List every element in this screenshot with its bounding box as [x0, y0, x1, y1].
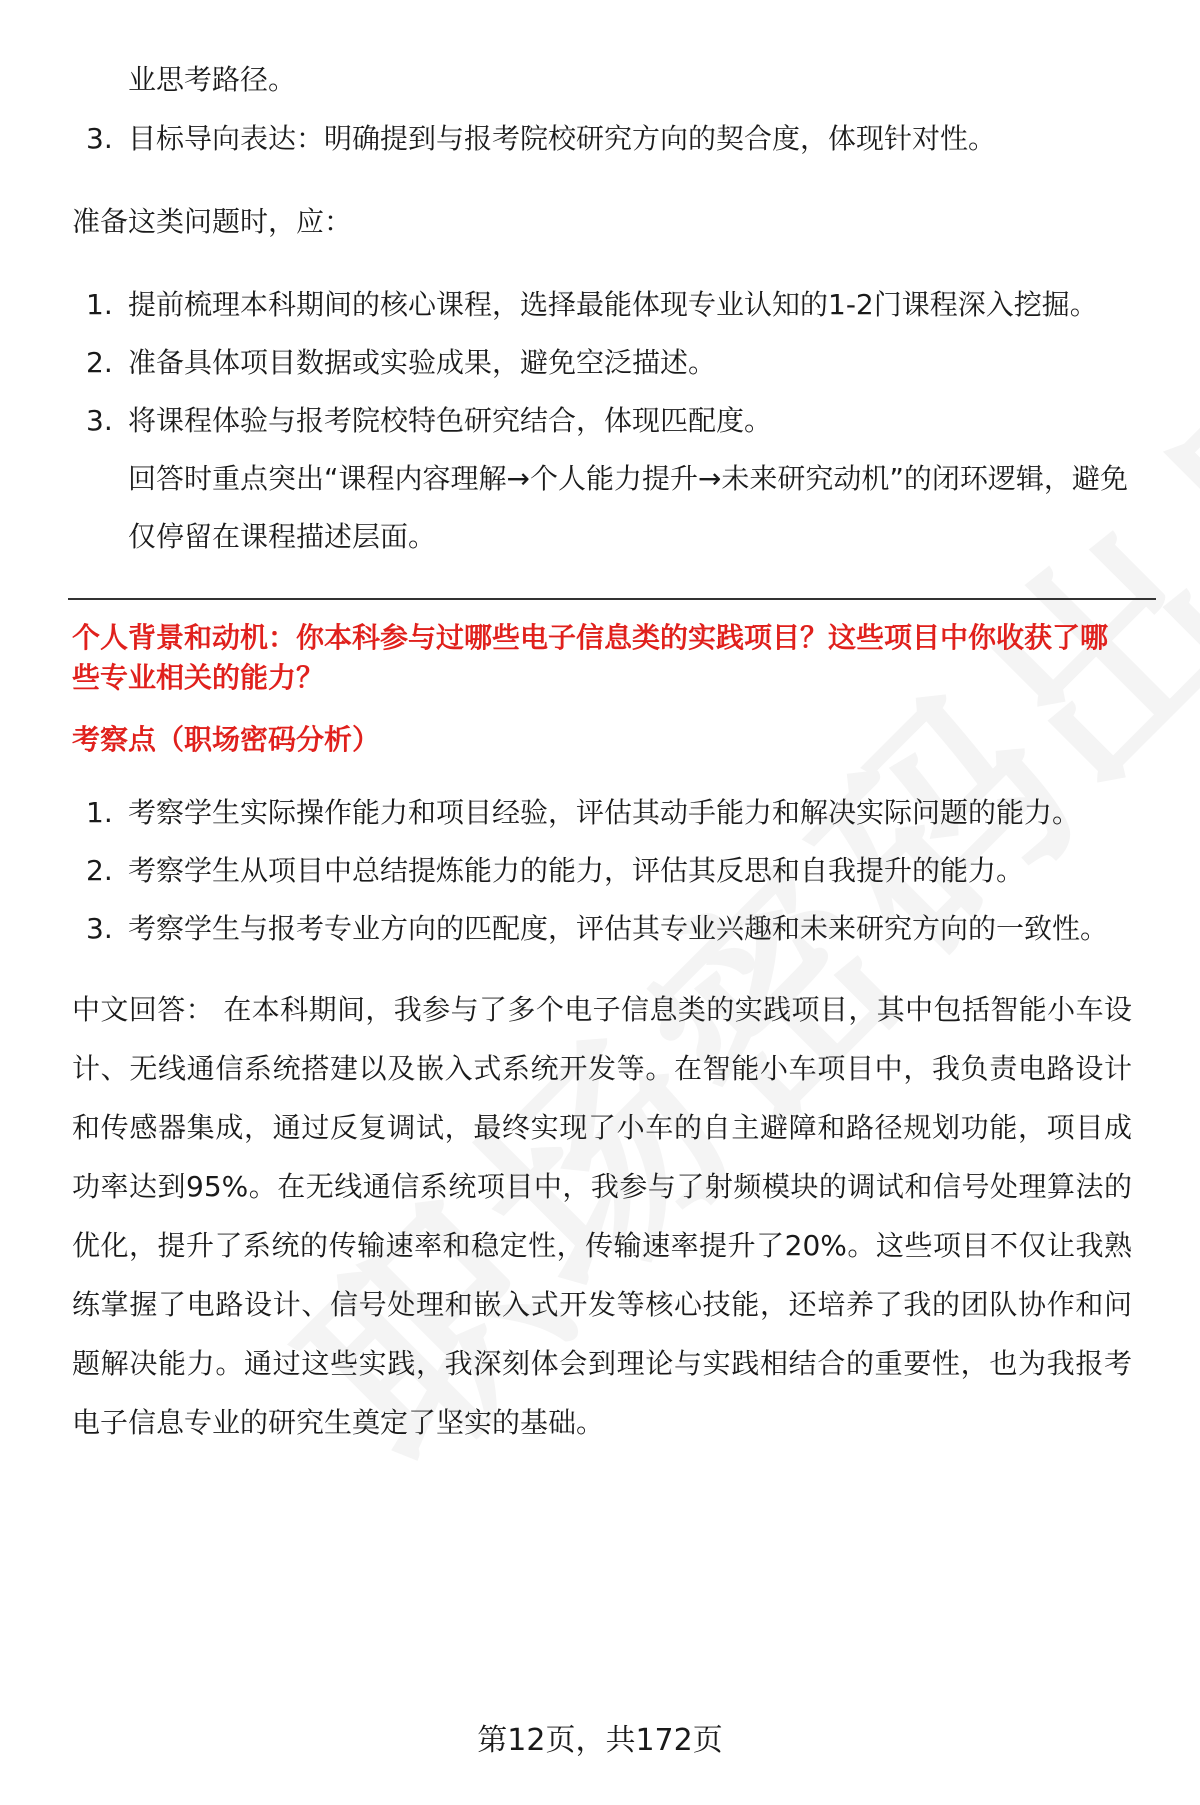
prep-note: 回答时重点突出“课程内容理解→个人能力提升→未来研究动机”的闭环逻辑，避免仅停留在课程描述层面。 — [128, 462, 1128, 553]
list-number: 3. — [86, 912, 113, 945]
list-item — [72, 784, 1132, 842]
list-number: 2. — [86, 346, 113, 379]
list-item — [72, 392, 1132, 450]
list-item — [72, 842, 1132, 900]
answer-paragraph: 中文回答： 在本科期间，我参与了多个电子信息类的实践项目，其中包括智能小车设计、无线通信系统搭建以及嵌入式系统开发等。在智能小车项目中，我负责电路设计和传感器集成，通过反复调试，最终实现了小车的自主避障和路径规划功能，项目成功率达到95%。在无线通信系统项目中，我参与了射频模块的调试和信号处理算法的优化，提升了系统的传输速率和稳定性，传输速率提升了20%。这些项目不仅让我熟练掌握了电路设计、信号处理和嵌入式开发等核心技能，还培养了我的团队协作和问题解决能力。通过这些实践，我深刻体会到理论与实践相结合的重要性，也为我报考电子信息专业的研究生奠定了坚实的基础。 — [72, 993, 1132, 1439]
prep-lead: 准备这类问题时，应： — [72, 205, 353, 238]
list-text: 目标导向表达：明确提到与报考院校研究方向的契合度，体现针对性。 — [128, 122, 997, 155]
section-divider — [68, 598, 1156, 600]
question-title: 个人背景和动机：你本科参与过哪些电子信息类的实践项目？这些项目中你收获了哪些专业相关的能力？ — [72, 621, 1109, 694]
list-text: 考察学生实际操作能力和项目经验，评估其动手能力和解决实际问题的能力。 — [128, 796, 1081, 829]
list-text: 准备具体项目数据或实验成果，避免空泛描述。 — [128, 346, 717, 379]
continuation-text: 业思考路径。 — [128, 63, 297, 96]
list-item — [72, 900, 1132, 958]
list-item — [72, 334, 1132, 392]
prep-list — [72, 276, 1132, 450]
list-number: 3. — [86, 404, 113, 437]
intro-list — [72, 110, 1132, 168]
list-item — [72, 276, 1132, 334]
list-item — [72, 110, 1132, 168]
list-text: 提前梳理本科期间的核心课程，选择最能体现专业认知的1-2门课程深入挖掘。 — [128, 288, 1098, 321]
list-text: 考察学生与报考专业方向的匹配度，评估其专业兴趣和未来研究方向的一致性。 — [128, 912, 1109, 945]
analysis-points-list — [72, 784, 1132, 958]
page-number: 第12页，共172页 — [477, 1723, 723, 1758]
list-number: 3. — [86, 122, 113, 155]
list-number: 1. — [86, 288, 113, 321]
list-number: 2. — [86, 854, 113, 887]
list-number: 1. — [86, 796, 113, 829]
document-page — [0, 50, 1200, 1452]
list-text: 考察学生从项目中总结提炼能力的能力，评估其反思和自我提升的能力。 — [128, 854, 1025, 887]
list-text: 将课程体验与报考院校特色研究结合，体现匹配度。 — [128, 404, 773, 437]
analysis-subtitle: 考察点（职场密码分析） — [72, 723, 381, 756]
